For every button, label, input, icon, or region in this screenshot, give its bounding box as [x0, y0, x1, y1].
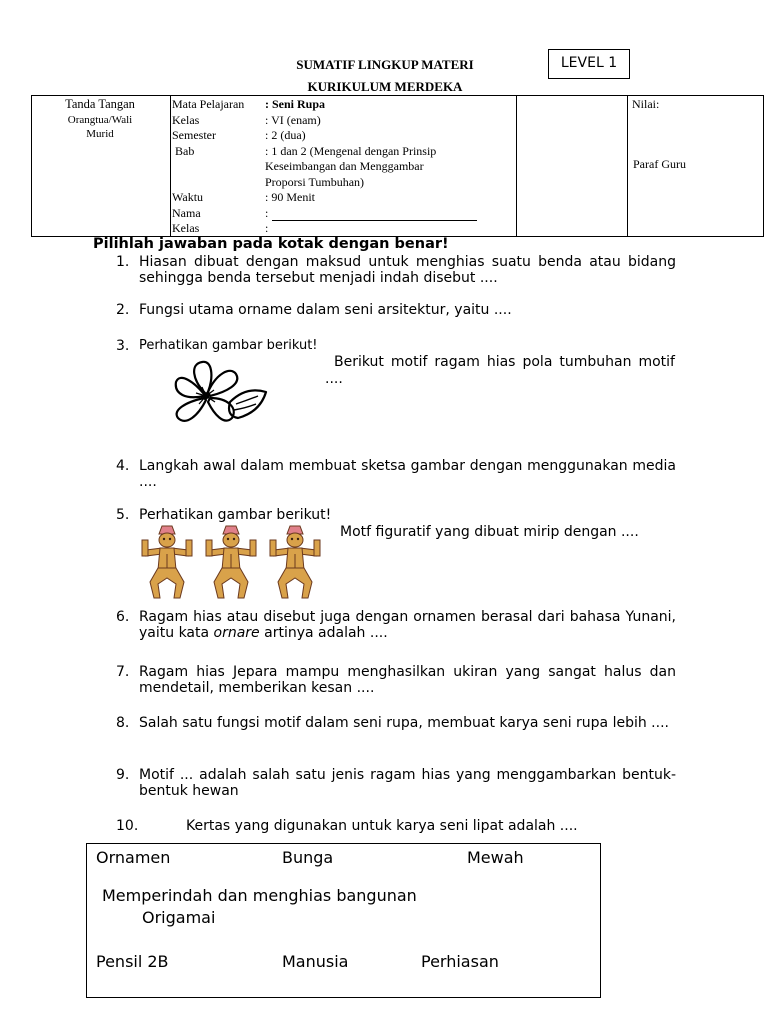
info-value: : 90 Menit — [265, 190, 315, 204]
info-row — [172, 221, 522, 237]
question-1 — [116, 254, 676, 286]
question-5-prompt: Motf figuratif yang dibuat mirip dengan .... — [340, 524, 639, 540]
question-number: 9. — [116, 767, 130, 783]
identity-table — [31, 95, 764, 237]
info-key: Nama — [172, 205, 201, 220]
info-key: Semester — [172, 128, 216, 142]
question-number: 5. — [116, 507, 130, 523]
info-row — [172, 128, 522, 144]
info-cell — [172, 97, 522, 237]
answer-option[interactable]: Memperindah dan menghias bangunan — [102, 886, 417, 905]
question-number: 4. — [116, 458, 130, 474]
signature-cell — [32, 97, 168, 141]
question-number: 8. — [116, 715, 130, 731]
question-3 — [116, 338, 676, 354]
name-blank-line[interactable] — [272, 209, 477, 221]
question-text: Langkah awal dalam membuat sketsa gambar dengan menggunakan media .... — [139, 458, 676, 490]
info-row — [172, 113, 522, 129]
info-row — [172, 206, 522, 222]
question-9 — [116, 767, 676, 799]
question-text — [139, 609, 676, 641]
answer-option[interactable]: Perhiasan — [421, 952, 499, 971]
score-label: Nilai: — [632, 97, 660, 111]
question-6 — [116, 609, 676, 641]
document-title: SUMATIF LINGKUP MATERI — [296, 57, 474, 72]
question-number: 6. — [116, 609, 130, 625]
question-5 — [116, 507, 676, 523]
info-row — [172, 144, 522, 160]
info-value: : VI (enam) — [265, 112, 321, 127]
answer-option[interactable]: Bunga — [282, 848, 334, 867]
info-value: : Seni Rupa — [265, 97, 326, 111]
question-number: 10. — [116, 818, 139, 834]
info-value: : — [265, 221, 269, 235]
info-value: : 2 (dua) — [265, 128, 306, 142]
answer-option[interactable]: Pensil 2B — [96, 952, 169, 971]
answer-option[interactable]: Manusia — [282, 952, 349, 971]
question-text: Hiasan dibuat dengan maksud untuk menghias suatu benda atau bidang sehingga benda tersebut menjadi indah disebut .... — [139, 254, 676, 286]
question-3-prompt: Berikut motif ragam hias pola tumbuhan motif .... — [325, 354, 675, 387]
info-key: Bab — [175, 143, 195, 158]
question-7 — [116, 664, 676, 696]
info-value: Keseimbangan dan Menggambar — [265, 159, 424, 173]
question-text-part: artinya adalah .... — [259, 625, 388, 641]
info-row — [172, 97, 522, 113]
question-8 — [116, 715, 676, 731]
teacher-initial-label: Paraf Guru — [633, 157, 686, 171]
question-text: Perhatikan gambar berikut! — [139, 507, 332, 523]
question-text: Kertas yang digunakan untuk karya seni lipat adalah .... — [186, 818, 578, 834]
question-number: 7. — [116, 664, 130, 680]
info-value: Proporsi Tumbuhan) — [265, 174, 365, 189]
signature-label: Murid — [86, 127, 114, 140]
info-key: Waktu — [172, 190, 204, 204]
question-10 — [116, 818, 676, 834]
question-text: Motif ... adalah salah satu jenis ragam hias yang menggambarkan bentuk-bentuk hewan — [139, 767, 676, 799]
instruction-text: Pilihlah jawaban pada kotak dengan benar! — [93, 236, 449, 252]
signature-label: Tanda Tangan — [65, 97, 135, 111]
question-text: Perhatikan gambar berikut! — [139, 338, 318, 353]
question-text-part: Ragam hias atau disebut juga dengan ornamen berasal dari bahasa Yunani, yaitu kata — [139, 609, 676, 641]
answer-option[interactable]: Origamai — [142, 908, 216, 927]
flower-motif-image — [166, 356, 270, 432]
info-row — [172, 190, 522, 206]
document-subtitle: KURIKULUM MERDEKA — [307, 79, 463, 94]
question-text-italic: ornare — [213, 625, 260, 641]
info-key: Mata Pelajaran — [172, 97, 245, 111]
info-row — [172, 175, 522, 191]
question-text: Salah satu fungsi motif dalam seni rupa, membuat karya seni rupa lebih .... — [139, 715, 669, 731]
class-blank-line[interactable] — [272, 225, 477, 237]
question-4 — [116, 458, 676, 490]
info-key: Kelas — [172, 112, 200, 127]
level-badge: LEVEL 1 — [548, 49, 630, 79]
question-number: 2. — [116, 302, 130, 318]
info-value: : 1 dan 2 (Mengenal dengan Prinsip — [265, 143, 437, 158]
info-value: : — [265, 205, 269, 220]
question-2 — [116, 302, 676, 318]
answer-option[interactable]: Mewah — [467, 848, 524, 867]
table-divider — [627, 96, 628, 236]
answer-box — [86, 843, 601, 998]
question-number: 3. — [116, 338, 130, 354]
table-divider — [170, 96, 171, 236]
answer-option[interactable]: Ornamen — [96, 848, 171, 867]
question-number: 1. — [116, 254, 130, 270]
signature-label: Orangtua/Wali — [67, 113, 133, 126]
info-key: Kelas — [172, 221, 200, 235]
question-text: Fungsi utama orname dalam seni arsitektur, yaitu .... — [139, 302, 512, 318]
figurative-motif-image — [138, 522, 326, 604]
question-text: Ragam hias Jepara mampu menghasilkan ukiran yang sangat halus dan mendetail, memberikan kesan .... — [139, 664, 676, 696]
info-row — [172, 159, 522, 175]
